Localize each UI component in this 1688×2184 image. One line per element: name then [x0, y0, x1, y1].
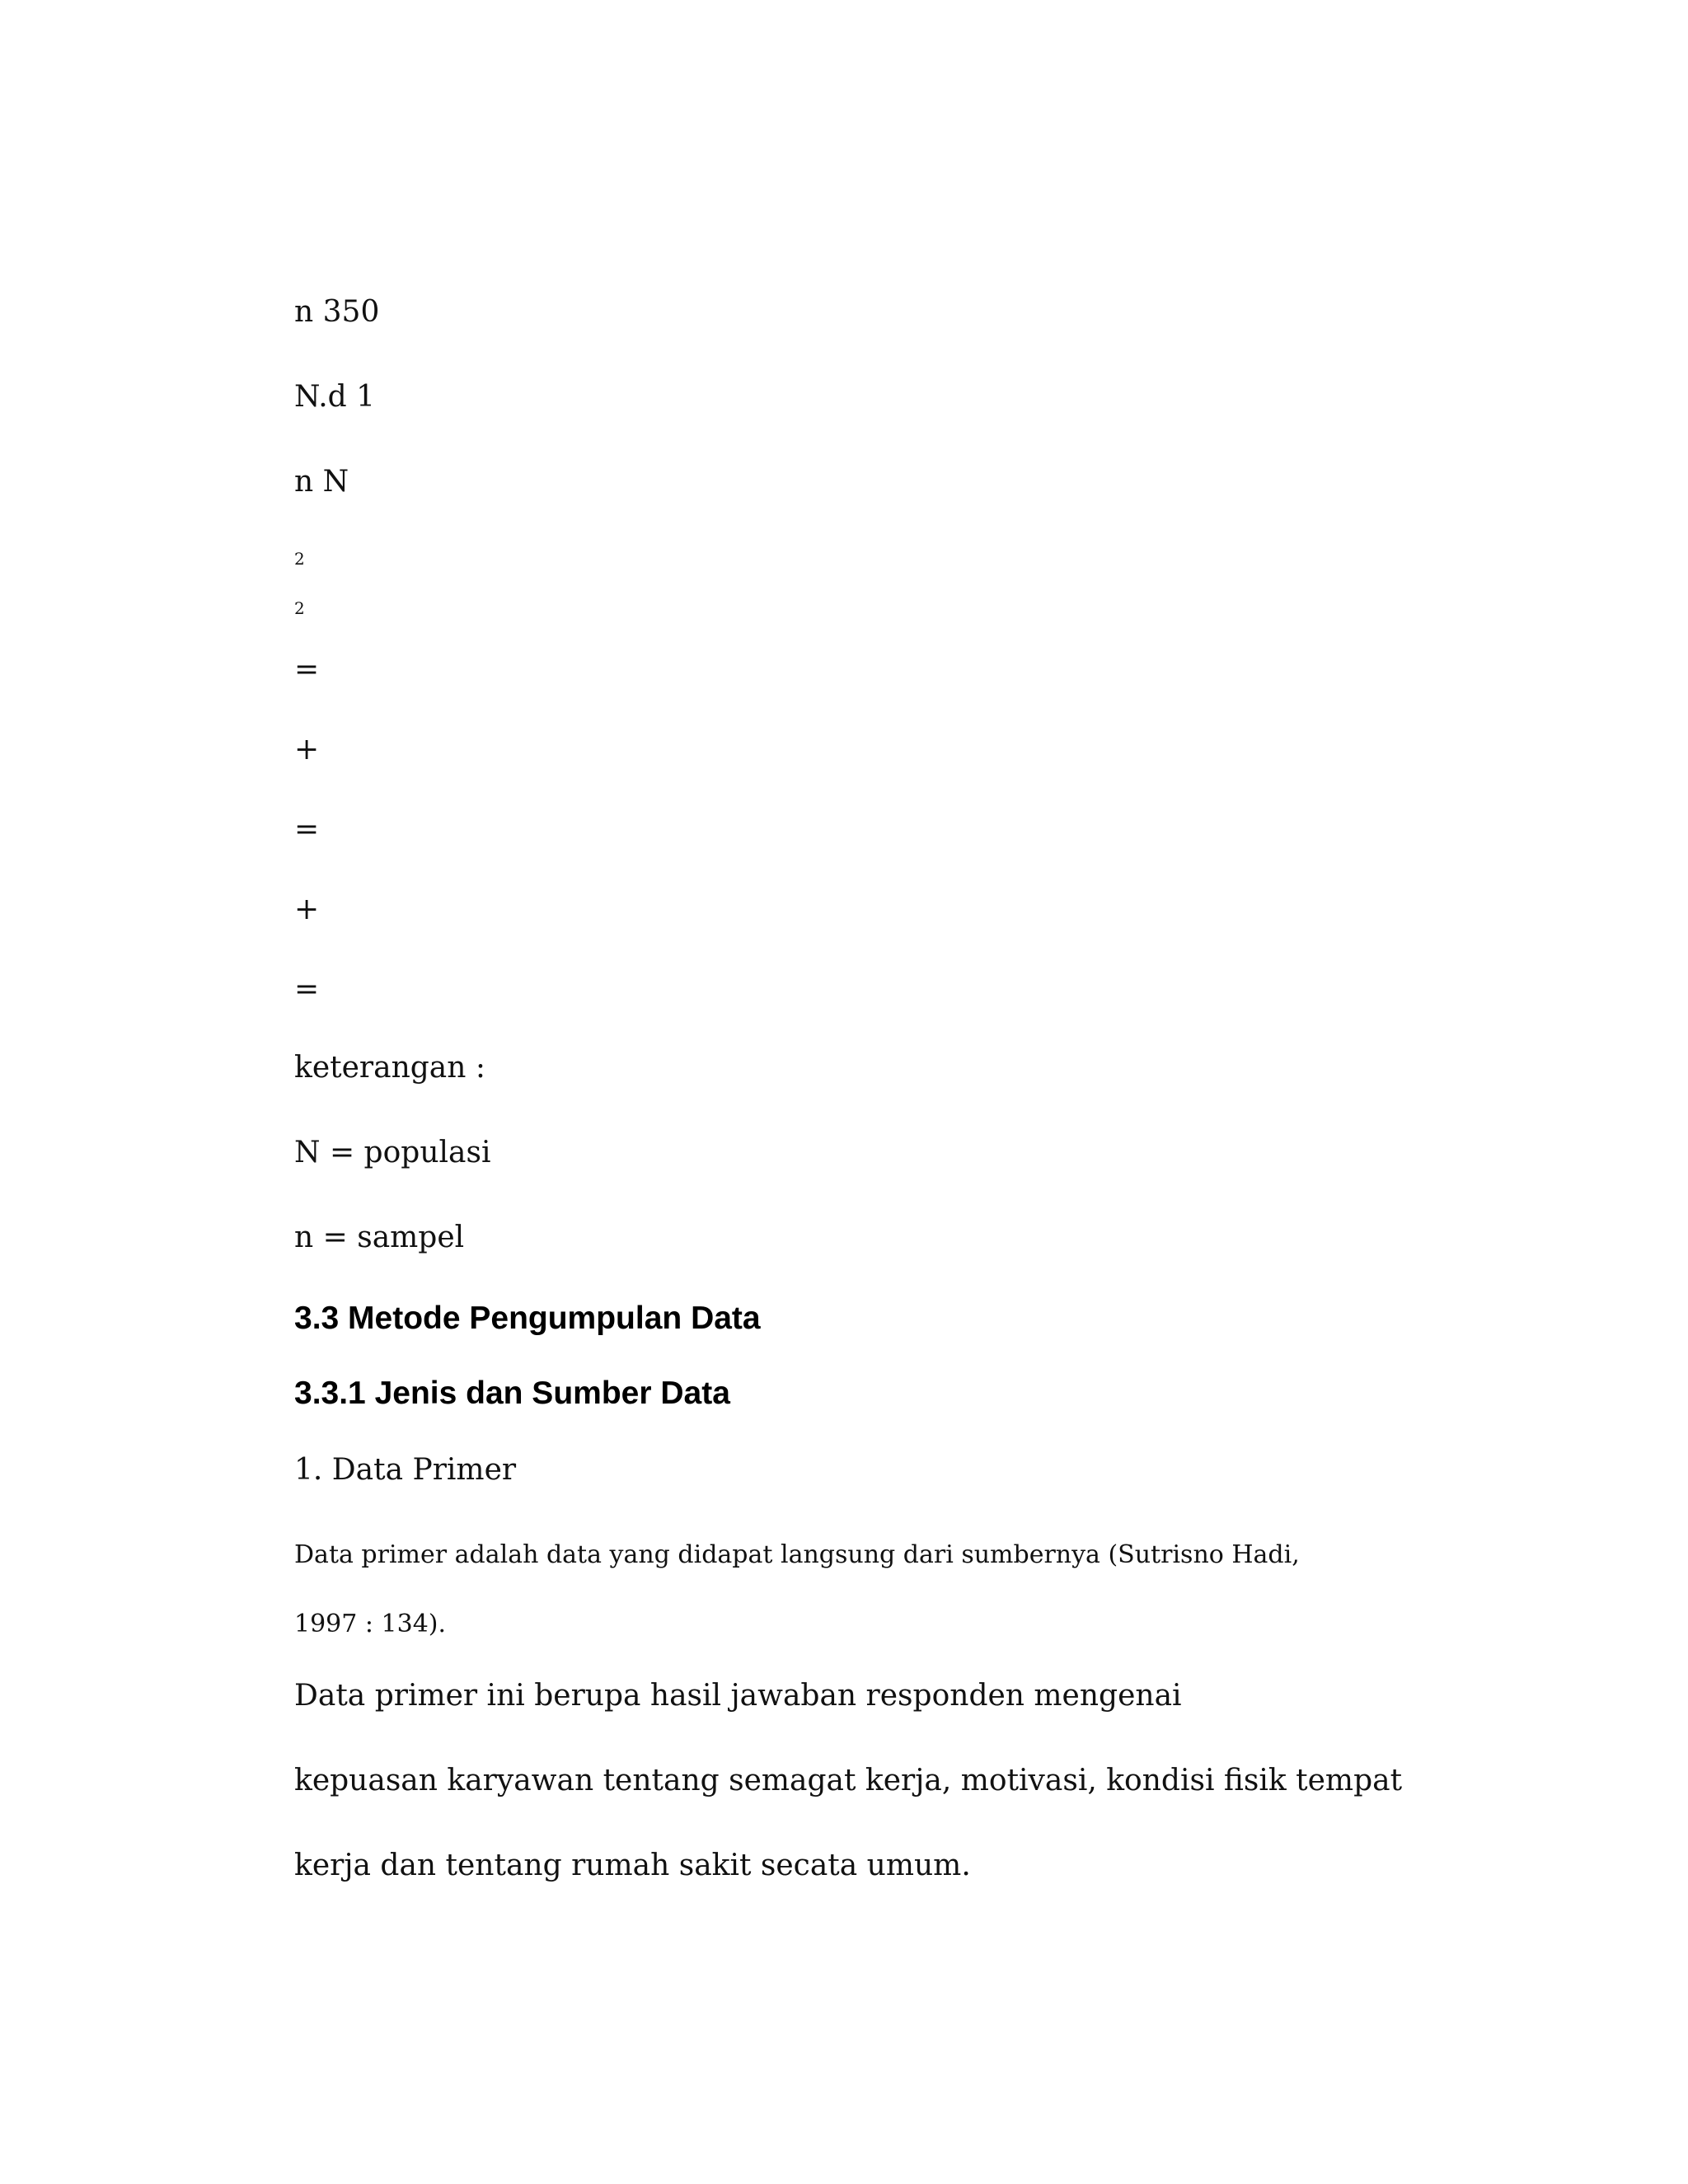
formula-equals-sign: = — [294, 972, 320, 1006]
formula-superscript-2: 2 — [294, 549, 305, 569]
formula-line-n-N: n N — [294, 465, 349, 499]
definition-line: 1997 : 134). — [294, 1610, 447, 1638]
subsection-heading: 3.3.1 Jenis dan Sumber Data — [294, 1376, 730, 1411]
formula-equals-sign: = — [294, 653, 320, 687]
formula-line-n-350: n 350 — [294, 295, 380, 329]
keterangan-label: keterangan : — [294, 1051, 486, 1085]
formula-plus-sign: + — [294, 893, 320, 926]
paragraph-line: Data primer ini berupa hasil jawaban responden mengenai — [294, 1679, 1182, 1713]
paragraph-line: kepuasan karyawan tentang semagat kerja, motivasi, kondisi fisik tempat — [294, 1764, 1403, 1797]
formula-superscript-2: 2 — [294, 598, 305, 618]
paragraph-line: kerja dan tentang rumah sakit secata umum. — [294, 1849, 971, 1882]
definition-line: Data primer adalah data yang didapat langsung dari sumbernya (Sutrisno Hadi, — [294, 1540, 1300, 1569]
formula-line-nd1: N.d 1 — [294, 380, 376, 414]
definition-n: n = sampel — [294, 1221, 465, 1254]
formula-plus-sign: + — [294, 733, 320, 766]
section-heading: 3.3 Metode Pengumpulan Data — [294, 1301, 761, 1336]
definition-N: N = populasi — [294, 1136, 491, 1169]
formula-equals-sign: = — [294, 813, 320, 846]
list-item-data-primer: 1. Data Primer — [294, 1453, 517, 1487]
